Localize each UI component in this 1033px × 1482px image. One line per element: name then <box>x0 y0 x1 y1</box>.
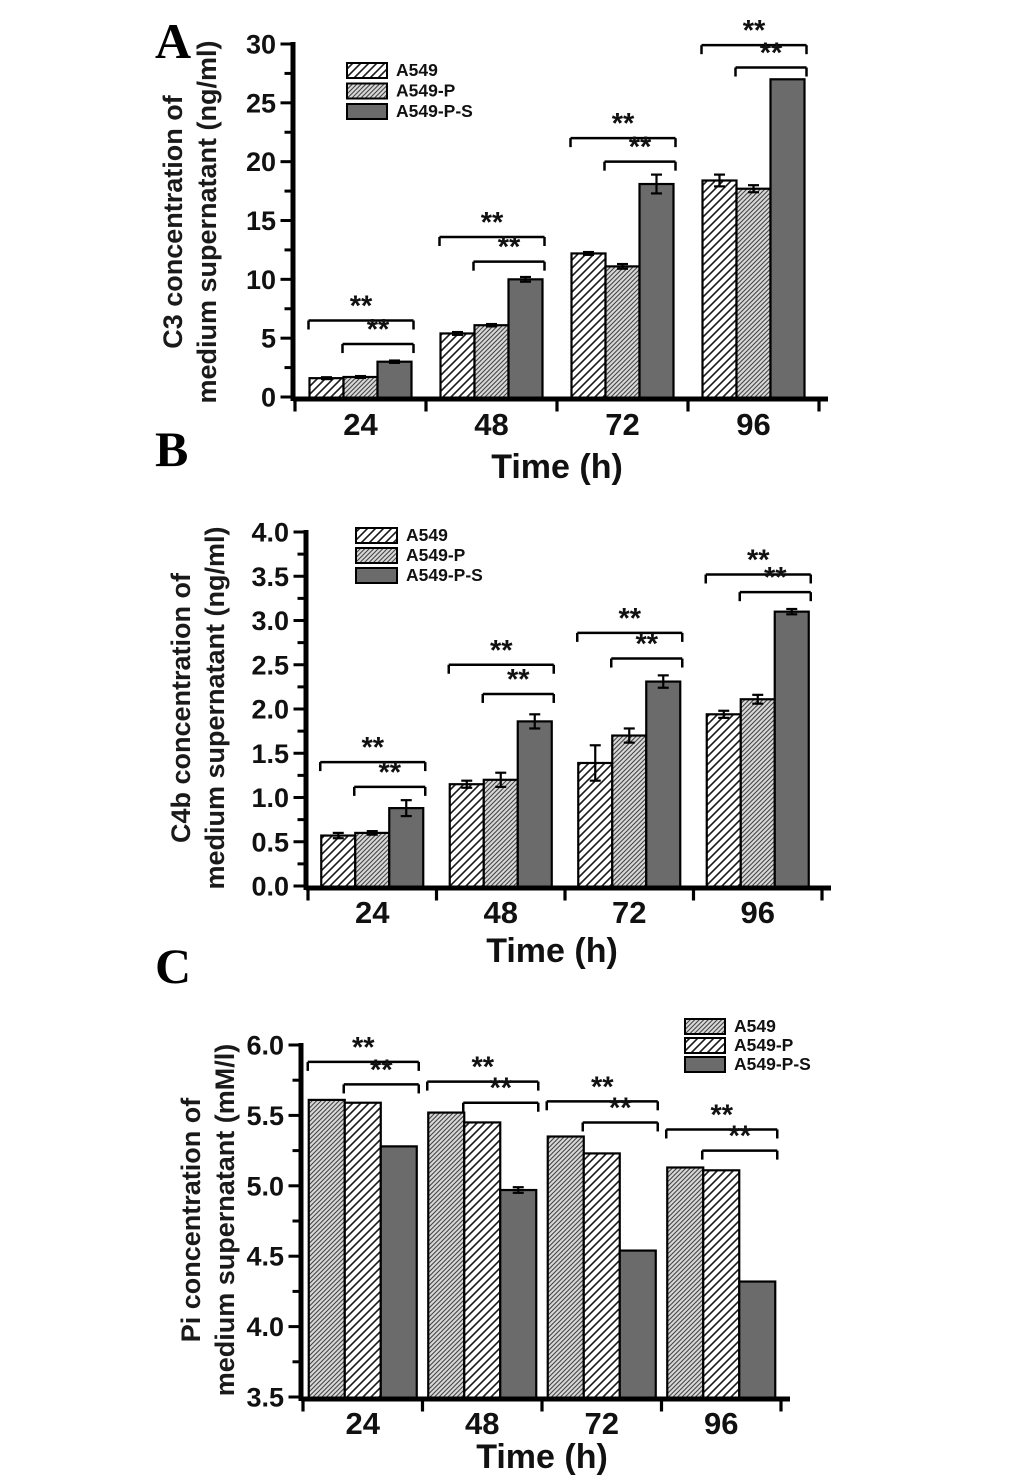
significance-label: ** <box>590 1071 614 1104</box>
legend-swatch-A549-P-S <box>347 104 387 119</box>
bar-B-48h-A549-P-S <box>518 721 552 888</box>
bar-A-48h-A549 <box>441 333 475 399</box>
legend-label-A549-P-S: A549-P-S <box>734 1054 811 1074</box>
panel-c-y-axis-title-line1: Pi concentration of <box>176 1097 206 1343</box>
x-axis-ticks <box>295 402 819 443</box>
bar-C-72h-A549-P <box>584 1153 620 1399</box>
bar-B-96h-A549-P-S <box>775 612 809 888</box>
bar-B-96h-A549 <box>707 714 741 888</box>
ytick-B-2.5: 2.5 <box>251 650 289 681</box>
bar-A-24h-A549-P-S <box>378 362 412 399</box>
significance-label: ** <box>351 1031 375 1064</box>
significance-label: ** <box>746 544 770 577</box>
bars <box>321 612 809 888</box>
legend-swatch-A549 <box>685 1019 725 1034</box>
legend-label-A549-P: A549-P <box>406 545 466 565</box>
panel-b-y-axis-title-line2: medium supernatant (ng/ml) <box>200 526 230 890</box>
ytick-A-0: 0 <box>260 382 276 413</box>
xtick-A-24: 24 <box>343 407 378 442</box>
panel-c-letter: C <box>155 938 192 994</box>
x-axis-ticks <box>308 891 822 931</box>
ytick-C-4.5: 4.5 <box>246 1241 284 1272</box>
xtick-A-48: 48 <box>474 407 509 442</box>
legend-label-A549: A549 <box>734 1016 776 1036</box>
legend-swatch-A549-P <box>685 1038 725 1053</box>
bar-A-48h-A549-P-S <box>509 279 543 399</box>
bar-B-72h-A549-P <box>612 736 646 888</box>
ytick-C-5: 5.0 <box>246 1171 284 1202</box>
legend-label-A549-P: A549-P <box>734 1035 794 1055</box>
significance-label: ** <box>710 1099 734 1132</box>
legend-label-A549-P: A549-P <box>396 80 456 101</box>
bar-C-96h-A549-P-S <box>739 1282 775 1399</box>
ytick-A-20: 20 <box>245 147 276 178</box>
bar-B-96h-A549-P <box>741 699 775 888</box>
legend-label-A549: A549 <box>406 525 448 545</box>
xtick-A-72: 72 <box>605 407 640 442</box>
significance-label: ** <box>349 290 373 323</box>
bar-C-48h-A549-P <box>464 1122 500 1399</box>
bar-C-96h-A549 <box>667 1167 703 1399</box>
legend-swatch-A549-P-S <box>356 568 397 583</box>
bar-C-96h-A549-P <box>703 1170 739 1399</box>
significance-label: ** <box>635 628 659 661</box>
ytick-A-25: 25 <box>245 88 276 119</box>
bar-C-48h-A549 <box>428 1113 464 1399</box>
xtick-C-24: 24 <box>345 1406 380 1441</box>
significance-label: ** <box>480 206 504 239</box>
significance-label: ** <box>361 732 385 765</box>
bar-C-72h-A549 <box>548 1137 584 1399</box>
legend-A <box>347 60 473 121</box>
legend-label-A549-P-S: A549-P-S <box>406 565 483 585</box>
ytick-B-4: 4.0 <box>251 517 289 548</box>
ytick-B-3: 3.0 <box>251 606 289 636</box>
ytick-C-5.5: 5.5 <box>246 1100 284 1131</box>
ytick-B-3.5: 3.5 <box>251 561 289 592</box>
ytick-A-30: 30 <box>245 29 276 60</box>
y-axis-ticks <box>251 518 303 902</box>
legend-swatch-A549-P-S <box>685 1057 725 1072</box>
legend-swatch-A549-P <box>347 84 387 99</box>
bar-A-96h-A549-P-S <box>771 79 805 399</box>
xtick-C-48: 48 <box>465 1406 500 1441</box>
bar-C-72h-A549-P-S <box>620 1251 656 1399</box>
ytick-C-4: 4.0 <box>246 1312 284 1343</box>
xtick-B-96: 96 <box>740 895 775 930</box>
significance-label: ** <box>608 1092 632 1125</box>
bar-C-48h-A549-P-S <box>500 1190 536 1399</box>
panel-a-letter: A <box>155 13 192 69</box>
y-axis-ticks <box>246 1031 298 1413</box>
panel-a-y-axis-title-line1: C3 concentration of <box>158 95 188 349</box>
y-axis-ticks <box>246 30 291 413</box>
significance-label: ** <box>759 37 783 70</box>
significance-label: ** <box>763 562 787 595</box>
legend-swatch-A549 <box>356 528 397 543</box>
bar-B-24h-A549-P <box>355 833 389 888</box>
xtick-C-96: 96 <box>704 1406 739 1441</box>
ytick-A-10: 10 <box>245 264 276 295</box>
xtick-B-24: 24 <box>355 895 390 930</box>
ytick-B-1: 1.0 <box>251 783 289 813</box>
significance-label: ** <box>378 756 402 789</box>
legend-C <box>685 1016 811 1074</box>
xtick-C-72: 72 <box>584 1406 619 1441</box>
legend-label-A549-P-S: A549-P-S <box>396 101 473 121</box>
bar-B-48h-A549 <box>450 784 484 888</box>
significance-label: ** <box>742 15 766 48</box>
panel-c-chart <box>246 1016 810 1441</box>
bar-A-24h-A549 <box>310 378 344 399</box>
significance-label: ** <box>497 231 521 264</box>
ytick-C-6: 6.0 <box>246 1030 284 1061</box>
bar-A-96h-A549 <box>703 180 737 399</box>
panel-a-y-axis-title-line2: medium supernatant (ng/ml) <box>192 40 222 404</box>
bar-C-24h-A549-P-S <box>381 1146 417 1399</box>
ytick-B-1.5: 1.5 <box>251 738 289 769</box>
bar-A-72h-A549-P-S <box>640 184 674 399</box>
panel-c-y-axis-title-line2: medium supernatant (mM/l) <box>210 1043 240 1397</box>
significance-label: ** <box>728 1120 752 1153</box>
ytick-B-0: 0.0 <box>251 871 289 902</box>
legend-label-A549: A549 <box>396 60 438 80</box>
significance-label: ** <box>506 663 530 696</box>
significance-label: ** <box>618 602 642 635</box>
ytick-B-2: 2.0 <box>251 694 289 725</box>
panel-b-x-axis-title: Time (h) <box>486 932 618 970</box>
panel-b-letter: B <box>155 421 189 477</box>
bar-C-24h-A549 <box>309 1100 345 1399</box>
bars <box>310 79 805 399</box>
bar-B-72h-A549-P-S <box>646 682 680 888</box>
ytick-A-5: 5 <box>260 323 276 354</box>
legend-B <box>356 525 483 585</box>
panel-c-x-axis-title: Time (h) <box>476 1438 608 1476</box>
legend-swatch-A549-P <box>356 548 397 563</box>
bar-A-72h-A549 <box>572 253 606 399</box>
significance-label: ** <box>628 131 652 164</box>
legend-swatch-A549 <box>347 63 387 78</box>
panel-b-y-axis-title-line1: C4b concentration of <box>166 572 196 844</box>
bar-A-24h-A549-P <box>344 377 378 399</box>
bar-B-24h-A549-P-S <box>389 808 423 888</box>
ytick-C-3.5: 3.5 <box>246 1382 284 1413</box>
significance-label: ** <box>366 314 390 347</box>
bar-A-48h-A549-P <box>475 325 509 399</box>
bar-B-48h-A549-P <box>484 780 518 888</box>
xtick-A-96: 96 <box>736 407 771 442</box>
panel-a-x-axis-title: Time (h) <box>491 448 623 486</box>
significance-label: ** <box>611 108 635 141</box>
bar-B-24h-A549 <box>321 836 355 888</box>
xtick-B-72: 72 <box>612 895 647 930</box>
bars <box>309 1100 776 1399</box>
panel-a-chart <box>246 15 828 442</box>
significance-label: ** <box>471 1051 495 1084</box>
bar-A-96h-A549-P <box>737 189 771 399</box>
xtick-B-48: 48 <box>483 895 518 930</box>
bar-C-24h-A549-P <box>345 1103 381 1399</box>
ytick-B-0.5: 0.5 <box>251 827 289 858</box>
significance-label: ** <box>489 634 513 667</box>
significance-label: ** <box>489 1072 513 1105</box>
significance-label: ** <box>369 1054 393 1087</box>
x-axis-ticks <box>303 1402 781 1442</box>
panel-b-chart <box>251 518 831 931</box>
ytick-A-15: 15 <box>245 206 276 236</box>
bar-A-72h-A549-P <box>606 266 640 399</box>
